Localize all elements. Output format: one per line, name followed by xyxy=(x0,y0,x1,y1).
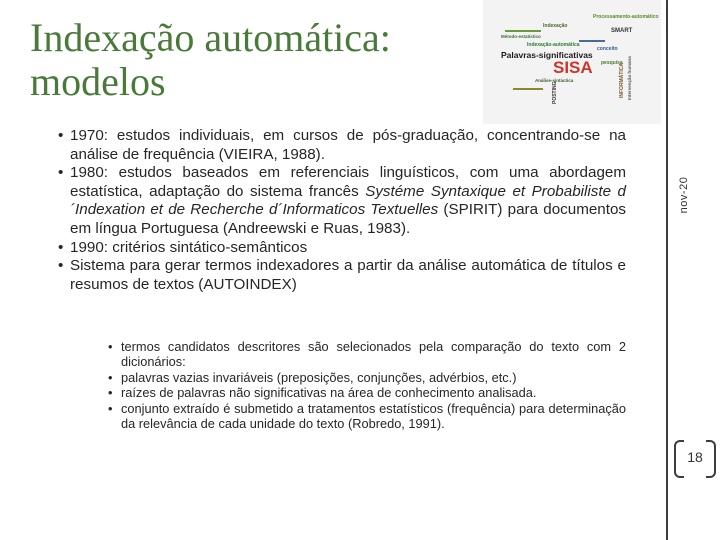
spirit-full-name: Systéme Syntaxique et Probabiliste d´Indexation et de Recherche d´Informaticos Textuelles xyxy=(70,182,627,219)
sub-bullet-list xyxy=(104,339,626,431)
cloud-word: Indexação-automática xyxy=(527,42,580,48)
main-bullet-list xyxy=(48,127,626,294)
cloud-word: Processamento-automático xyxy=(593,14,659,20)
page-number: 18 xyxy=(687,449,703,465)
cloud-bar xyxy=(513,88,543,90)
cloud-word: Palavras-significativas xyxy=(501,50,593,60)
cloud-word: INFORMÁTICA xyxy=(619,63,625,98)
cloud-word: POSTING xyxy=(552,81,558,104)
title-line-2: modelos xyxy=(30,59,166,104)
bullet-autoindex: • Sistema para gerar termos indexadores a partir da análise automática de títulos e resumos de textos (AUTOINDEX) xyxy=(48,257,626,294)
word-cloud-image xyxy=(483,0,661,124)
date-label xyxy=(670,170,698,220)
cloud-bar xyxy=(579,40,605,42)
cloud-word: Intervenção humana xyxy=(627,56,632,100)
sub-bullet-stop-words: • palavras vazias invariáveis (preposições, conjunções, advérbios, etc.) xyxy=(104,370,626,385)
cloud-word: Indexação xyxy=(543,23,568,29)
page-number-box xyxy=(674,440,716,476)
cloud-bar xyxy=(505,30,541,32)
sub-bullet-candidate-terms: • termos candidatos descritores são selecionados pela comparação do texto com 2 dicionários: xyxy=(104,339,626,370)
cloud-word: Método-estatístico xyxy=(501,34,541,39)
cloud-word: Análise-sintáctica xyxy=(535,78,574,83)
bullet-1980-text: 1980: estudos baseados em referenciais linguísticos, com uma abordagem estatística, adaptação do sistema francês xyxy=(70,164,626,200)
vertical-divider xyxy=(666,0,668,540)
cloud-word: SMART xyxy=(611,28,633,34)
bullet-1980 xyxy=(48,164,626,238)
date-text: nov-20 xyxy=(678,176,690,214)
sub-bullet-word-roots: • raízes de palavras não significativas na área de conhecimento analisada. xyxy=(104,385,626,400)
cloud-word: pesquisa xyxy=(601,60,623,66)
slide-title xyxy=(30,16,470,104)
bullet-1980-source: (SPIRIT) para documentos em língua Portuguesa (Andreewski e Ruas, 1983). xyxy=(70,201,626,237)
sub-bullet-statistics: • conjunto extraído é submetido a tratamentos estatísticos (frequência) para determinação da relevância de cada unidade do texto (Robredo, 1991). xyxy=(104,401,626,432)
title-line-1: Indexação automática: xyxy=(30,15,391,60)
cloud-word: conceito xyxy=(597,46,618,52)
bullet-1990: • 1990: critérios sintático-semânticos xyxy=(48,239,626,258)
bullet-1970: • 1970: estudos individuais, em cursos de pós-graduação, concentrando-se na análise de frequência (VIEIRA, 1988). xyxy=(48,127,626,164)
cloud-word: SISA xyxy=(553,58,593,77)
